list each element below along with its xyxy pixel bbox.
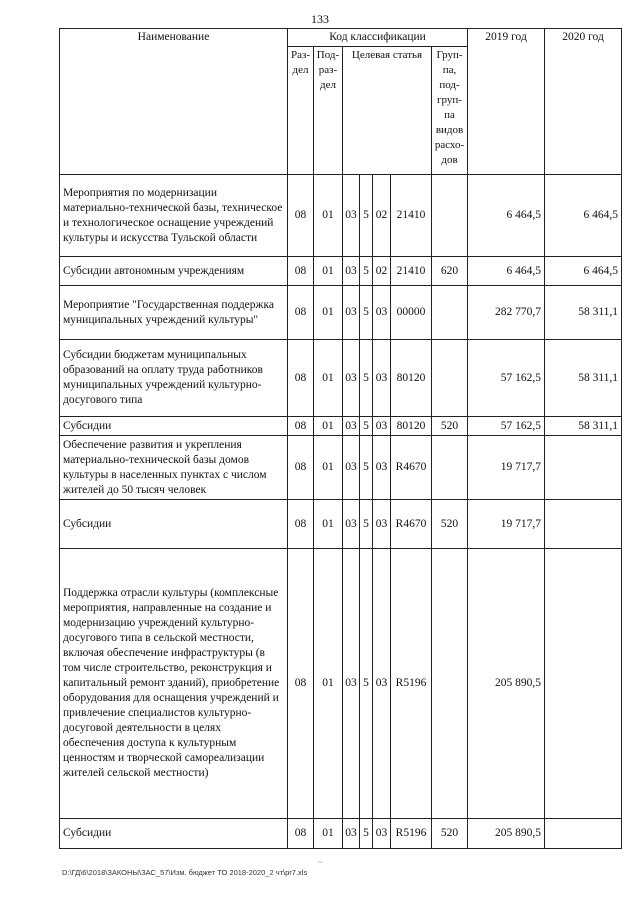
cell-y2020 (545, 549, 622, 819)
cell-y2019: 6 464,5 (468, 257, 545, 286)
cell-t2: 5 (360, 340, 373, 417)
cell-t3: 02 (373, 175, 391, 257)
cell-t1: 03 (343, 175, 360, 257)
header-name: Наименование (60, 29, 288, 175)
cell-podrazdel: 01 (314, 286, 343, 340)
file-path-footer: D:\ГД\6\2018\ЗАКОНЫ\ЗАС_57\Изм. бюджет ТО 2018-2020_2 чт\pr7.xls (62, 868, 308, 877)
cell-razdel: 08 (288, 819, 314, 849)
cell-y2020: 6 464,5 (545, 175, 622, 257)
header-podrazdel: Под- раз- дел (314, 47, 343, 175)
cell-t2: 5 (360, 417, 373, 436)
cell-t2: 5 (360, 549, 373, 819)
cell-razdel: 08 (288, 500, 314, 549)
cell-t4: R5196 (391, 819, 432, 849)
scan-mark: ~ (318, 858, 323, 867)
cell-t3: 03 (373, 286, 391, 340)
cell-t4: 80120 (391, 417, 432, 436)
cell-y2019: 19 717,7 (468, 500, 545, 549)
cell-y2019: 6 464,5 (468, 175, 545, 257)
cell-t1: 03 (343, 819, 360, 849)
cell-podrazdel: 01 (314, 175, 343, 257)
cell-t3: 02 (373, 257, 391, 286)
header-target: Целевая статья (343, 47, 432, 175)
cell-group: 620 (432, 257, 468, 286)
cell-t4: 21410 (391, 257, 432, 286)
cell-t3: 03 (373, 500, 391, 549)
cell-t2: 5 (360, 286, 373, 340)
cell-t2: 5 (360, 819, 373, 849)
cell-t2: 5 (360, 175, 373, 257)
table-row (60, 819, 622, 849)
cell-razdel: 08 (288, 417, 314, 436)
cell-t2: 5 (360, 257, 373, 286)
cell-y2019: 57 162,5 (468, 417, 545, 436)
cell-y2020: 58 311,1 (545, 417, 622, 436)
table-row (60, 257, 622, 286)
cell-razdel: 08 (288, 549, 314, 819)
cell-t1: 03 (343, 257, 360, 286)
cell-t3: 03 (373, 417, 391, 436)
cell-y2020 (545, 500, 622, 549)
cell-t1: 03 (343, 286, 360, 340)
cell-t1: 03 (343, 340, 360, 417)
cell-name: Субсидии автономным учреждениям (60, 257, 288, 286)
cell-y2019: 282 770,7 (468, 286, 545, 340)
cell-y2020 (545, 819, 622, 849)
cell-podrazdel: 01 (314, 819, 343, 849)
cell-razdel: 08 (288, 340, 314, 417)
table-row (60, 436, 622, 500)
page-number: 133 (311, 12, 329, 26)
cell-t1: 03 (343, 436, 360, 500)
table-row (60, 340, 622, 417)
cell-t4: R4670 (391, 500, 432, 549)
cell-group (432, 286, 468, 340)
cell-group (432, 175, 468, 257)
cell-name: Субсидии (60, 500, 288, 549)
cell-group: 520 (432, 819, 468, 849)
cell-podrazdel: 01 (314, 340, 343, 417)
header-year-2019: 2019 год (468, 29, 545, 175)
cell-t4: 21410 (391, 175, 432, 257)
cell-t3: 03 (373, 436, 391, 500)
cell-name: Субсидии бюджетам муниципальных образований на оплату труда работников муниципальных учреждений культурно-досугового типа (60, 340, 288, 417)
cell-t2: 5 (360, 500, 373, 549)
cell-name: Обеспечение развития и укрепления материально-технической базы домов культуры в населенных пунктах с числом жителей до 50 тысяч человек (60, 436, 288, 500)
header-group: Груп- па, под- груп- па видов расхо- дов (432, 47, 468, 175)
cell-t3: 03 (373, 819, 391, 849)
cell-t1: 03 (343, 417, 360, 436)
table-row (60, 549, 622, 819)
cell-razdel: 08 (288, 436, 314, 500)
cell-y2020: 6 464,5 (545, 257, 622, 286)
cell-name: Мероприятие "Государственная поддержка муниципальных учреждений культуры" (60, 286, 288, 340)
cell-razdel: 08 (288, 286, 314, 340)
cell-t4: R5196 (391, 549, 432, 819)
cell-t1: 03 (343, 500, 360, 549)
cell-podrazdel: 01 (314, 500, 343, 549)
cell-podrazdel: 01 (314, 549, 343, 819)
cell-name: Субсидии (60, 417, 288, 436)
cell-t4: 80120 (391, 340, 432, 417)
cell-t2: 5 (360, 436, 373, 500)
budget-table (59, 28, 622, 849)
cell-group (432, 549, 468, 819)
cell-group (432, 436, 468, 500)
header-classification: Код классификации (288, 29, 468, 47)
cell-podrazdel: 01 (314, 436, 343, 500)
cell-y2019: 205 890,5 (468, 549, 545, 819)
table-row (60, 417, 622, 436)
cell-t3: 03 (373, 549, 391, 819)
header-year-2020: 2020 год (545, 29, 622, 175)
cell-t4: 00000 (391, 286, 432, 340)
cell-podrazdel: 01 (314, 417, 343, 436)
table-row (60, 500, 622, 549)
cell-t4: R4670 (391, 436, 432, 500)
header-razdel: Раз- дел (288, 47, 314, 175)
cell-razdel: 08 (288, 257, 314, 286)
cell-t1: 03 (343, 549, 360, 819)
cell-group: 520 (432, 417, 468, 436)
cell-y2020 (545, 436, 622, 500)
table-row (60, 175, 622, 257)
cell-t3: 03 (373, 340, 391, 417)
cell-y2019: 205 890,5 (468, 819, 545, 849)
cell-y2020: 58 311,1 (545, 286, 622, 340)
cell-group (432, 340, 468, 417)
cell-name: Субсидии (60, 819, 288, 849)
cell-name: Мероприятия по модернизации материально-технической базы, техническое и технологическое оснащение учреждений культуры и искусства Тульской области (60, 175, 288, 257)
cell-podrazdel: 01 (314, 257, 343, 286)
cell-y2020: 58 311,1 (545, 340, 622, 417)
cell-razdel: 08 (288, 175, 314, 257)
cell-y2019: 57 162,5 (468, 340, 545, 417)
cell-name: Поддержка отрасли культуры (комплексные мероприятия, направленные на создание и модернизацию учреждений культурно-досугового типа в сельской местности, включая обеспечение инфраструктуры (в том числе строительство, реконструкция и капитальный ремонт зданий), приобретение оборудования для оснащения учреждений и привлечение специалистов культурно-досуговой деятельности в целях обеспечения доступа к культурным ценностям и творческой самореализации жителей сельской местности) (60, 549, 288, 819)
cell-group: 520 (432, 500, 468, 549)
table-row (60, 286, 622, 340)
cell-y2019: 19 717,7 (468, 436, 545, 500)
